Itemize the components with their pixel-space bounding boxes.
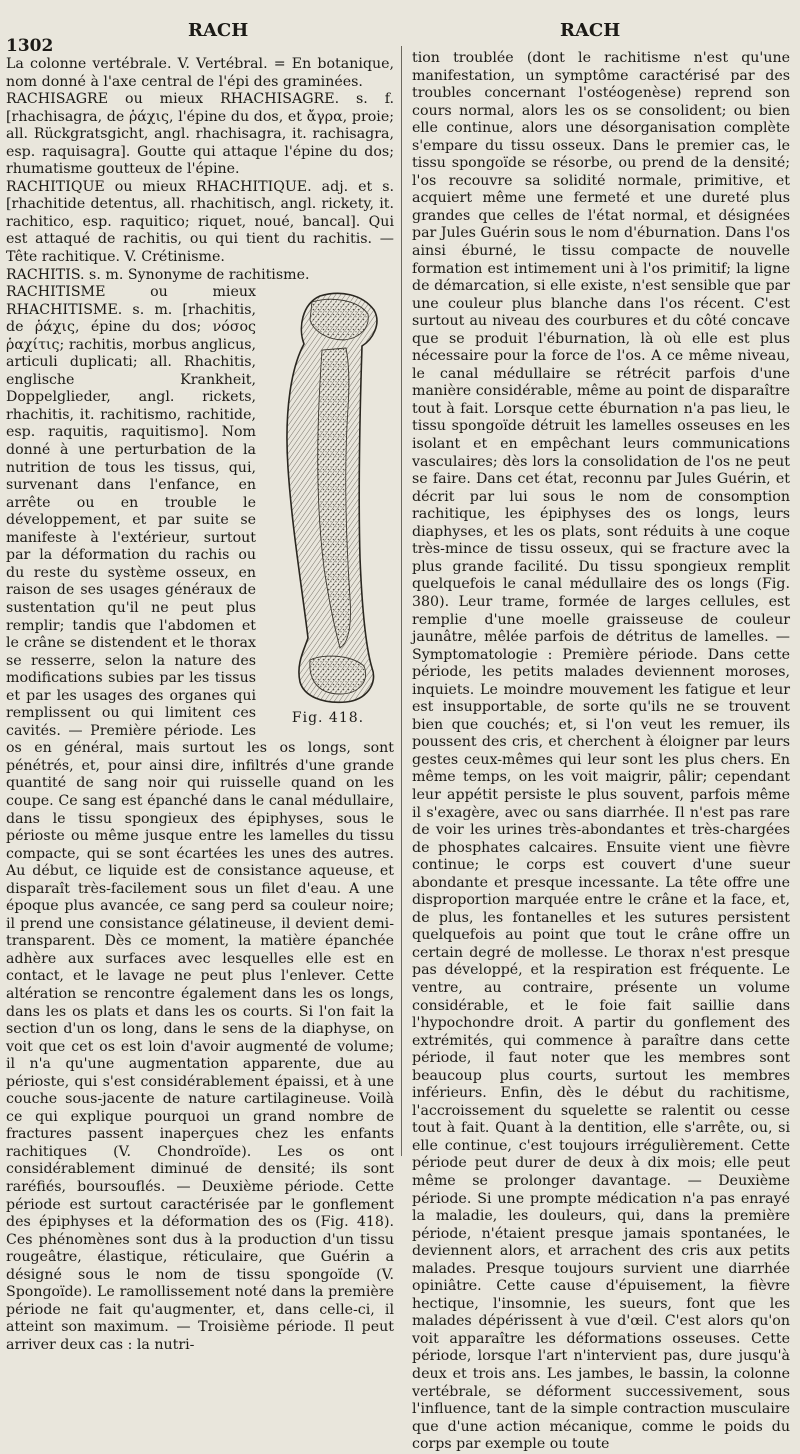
running-head-left: RACH xyxy=(188,20,249,41)
running-head-right: RACH xyxy=(560,20,621,41)
entry-rachitique: RACHITIQUE ou mieux RHACHITIQUE. adj. et s. [rhachitide detentus, all. rhachitisch, angl. rickety, it. rachitico, esp. raquitico; riquet, noué, bancal]. Qui est attaqué de rachitis, ou qui tient du rachitis. — Tête rachitique. V. Crétinisme. xyxy=(6,178,394,266)
figure-caption-text: Fig. 418. xyxy=(291,710,365,727)
page-number: 1302 xyxy=(6,36,54,56)
curved-bone-illustration xyxy=(262,288,394,708)
left-column xyxy=(6,56,394,1354)
entry-rachisagre: RACHISAGRE ou mieux RHACHISAGRE. s. f. [rhachisagra, de ῥάχις, l'épine du dos, et ἄγρα, proie; all. Rückgratsgicht, angl. rhachisagra, it. rachisagra, esp. raquisagra]. Goutte qui attaque l'épine du dos; rhumatisme goutteux de l'épine. xyxy=(6,91,394,178)
right-column xyxy=(412,50,790,1454)
entry-rachitisme: RACHITISME ou mieux RHACHITISME. s. m. [rhachitis, de ῥάχις, épine du dos; νόσος ῥαχίτις; rachitis, morbus anglicus, articuli duplicati; all. Rhachitis, englische Krankheit, Doppelglieder, angl. rickets, rhachitis, it. rachitismo, rachitide, esp. raquitis, raquitismo]. Nom donné à une perturbation de la nutrition de tous les tissus, qui, survenant dans l'enfance, en arrête ou en trouble le développement, et par suite se manifeste à l'extérieur, surtout par la déformation du rachis ou du reste du système osseux, en raison de ses usages généraux de sustentation qu'il ne peut plus remplir; tandis que l'abdomen et le crâne se distendent et le thorax se resserre, selon la nature des modifications subies par les tissus et par les usages des organes qui remplissent ou qui limitent ces cavités. — Première période. Les os en général, mais surtout les os longs, sont pénétrés, et, pour ainsi dire, infiltrés d'une grande quantité de sang noir qui ruisselle quand on les coupe. Ce sang est épanché dans le canal médullaire, dans le tissu spongieux des épiphyses, sous le périoste ou même jusque entre les lamelles du tissu compacte, qui se sont écartées les unes des autres. Au début, ce liquide est de consistance aqueuse, et disparaît très-facilement sous un filet d'eau. A une époque plus avancée, ce sang perd sa couleur noire; il prend une consistance gélatineuse, il devient demi-transparent. Dès ce moment, la matière épanchée adhère aux surfaces avec lesquelles elle est en contact, et le lavage ne peut plus l'enlever. Cette altération se rencontre également dans les os longs, dans les os plats et dans les os courts. Si l'on fait la section d'un os long, dans le sens de la diaphyse, on voit que cet os est loin d'avoir augmenté de volume; il n'a qu'une augmentation apparente, due au périoste, qui s'est considérablement épaissi, et à une couche sous-jacente de nature cartilagineuse. Voilà ce qui explique pourquoi un grand nombre de fractures passent inaperçues chez les enfants rachitiques (V. Chondroïde). Les os ont considérablement diminué de densité; ils sont raréfiés, boursouflés. — Deuxième période. Cette période est surtout caractérisée par le gonflement des épiphyses et la déformation des os (Fig. 418). Ces phénomènes sont dus à la production d'un tissu rougeâtre, élastique, réticulaire, que Guérin a désigné sous le nom de tissu spongoïde (V. Spongoïde). Le ramollissement noté dans la première période ne fait qu'augmenter, et, dans celle-ci, il atteint son maximum. — Troisième période. Il peut arriver deux cas : la nutri- xyxy=(6,284,394,1353)
entry-rachitis: RACHITIS. s. m. Synonyme de rachitisme. xyxy=(6,266,310,283)
entry-rachitisme-continued: tion troublée (dont le rachitisme n'est qu'une manifestation, un symptôme caractérisé par des troubles concernant l'ostéogenèse) reprend son cours normal, alors les os se consolident; ou bien elle continue, alors une désorganisation complète s'empare du tissu osseux. Dans le premier cas, le tissu spongoïde se résorbe, ou prend de la densité; l'os recouvre sa solidité normale, primitive, et acquiert même une fermeté et une dureté plus grandes que celles de l'état normal, et désignées par Jules Guérin sous le nom d'éburnation. Dans l'os ainsi éburné, le tissu compacte de nouvelle formation est intimement uni à l'os primitif; la ligne de démarcation, si elle existe, n'est sensible que par une couleur plus blanche dans l'os récent. C'est surtout au niveau des courbures et du côté concave que se produit l'éburnation, là où elle est plus nécessaire pour la force de l'os. A ce même niveau, le canal médullaire se rétrécit parfois d'une manière considérable, même au point de disparaître tout à fait. Lorsque cette éburnation n'a pas lieu, le tissu spongoïde détruit les lamelles osseuses en les isolant et en empêchant leurs communications vasculaires; dès lors la consolidation de l'os ne peut se faire. Dans cet état, reconnu par Jules Guérin, et décrit par lui sous le nom de consomption rachitique, les épiphyses des os longs, leurs diaphyses, et les os plats, sont réduits à une coque très-mince de tissu osseux, qui se fracture avec la plus grande facilité. Du tissu spongieux remplit quelquefois le canal médullaire des os longs (Fig. 380). Leur trame, formée de larges cellules, est remplie d'une moelle graisseuse de couleur jaunâtre, mêlée parfois de détritus de lamelles. — Symptomatologie : Première période. Dans cette période, les petits malades deviennent moroses, inquiets. Le moindre mouvement les fatigue et leur est insupportable, de sorte qu'ils ne se trouvent bien que couchés; et, si l'on veut les remuer, ils poussent des cris, et cherchent à éloigner par leurs gestes ceux-mêmes qui leur sont les plus chers. En même temps, on les voit maigrir, pâlir; cependant leur appétit persiste le plus souvent, parfois même il s'exagère, avec ou sans diarrhée. Il n'est pas rare de voir les urines très-abondantes et très-chargées de phosphates calcaires. Ensuite vient une fièvre continue; le corps est couvert d'une sueur abondante et presque incessante. La tête offre une disproportion marquée entre le crâne et la face, et, de plus, les fontanelles et les sutures persistent quelquefois au point que tout le crâne offre un certain degré de mollesse. Le thorax n'est presque pas développé, et la respiration est fréquente. Le ventre, au contraire, présente un volume considérable, et le foie fait saillie dans l'hypochondre droit. A partir du gonflement des extrémités, qui commence à paraître dans cette période, il faut noter que les membres sont beaucoup plus courts, surtout les membres inférieurs. Enfin, dès le début du rachitisme, l'accroissement du squelette se ralentit ou cesse tout à fait. Quant à la dentition, elle s'arrête, ou, si elle continue, c'est toujours irrégulièrement. Cette période peut durer de deux à dix mois; elle peut même se prolonger davantage. — Deuxième période. Si une prompte médication n'a pas enrayé la maladie, les douleurs, qui, dans la première période, n'étaient presque jamais spontanées, le deviennent alors, et arrachent des cris aux petits malades. Presque toujours survient une diarrhée opiniâtre. Cette cause d'épuisement, la fièvre hectique, l'insomnie, les sueurs, font que les malades dépérissent à vue d'œil. C'est alors qu'on voit apparaître les déformations osseuses. Cette période, lorsque l'art n'intervient pas, dure jusqu'à deux et trois ans. Les jambes, le bassin, la colonne vertébrale, se déforment successivement, sous l'influence, tant de la simple contraction musculaire que d'une action mécanique, comme le poids du corps par exemple ou toute xyxy=(412,50,790,1453)
column-divider xyxy=(401,46,402,1156)
figure-418 xyxy=(262,288,394,733)
figure-caption xyxy=(262,710,394,728)
entry-continuation: La colonne vertébrale. V. Vertébral. = En botanique, nom donné à l'axe central de l'épi des graminées. xyxy=(6,56,394,90)
